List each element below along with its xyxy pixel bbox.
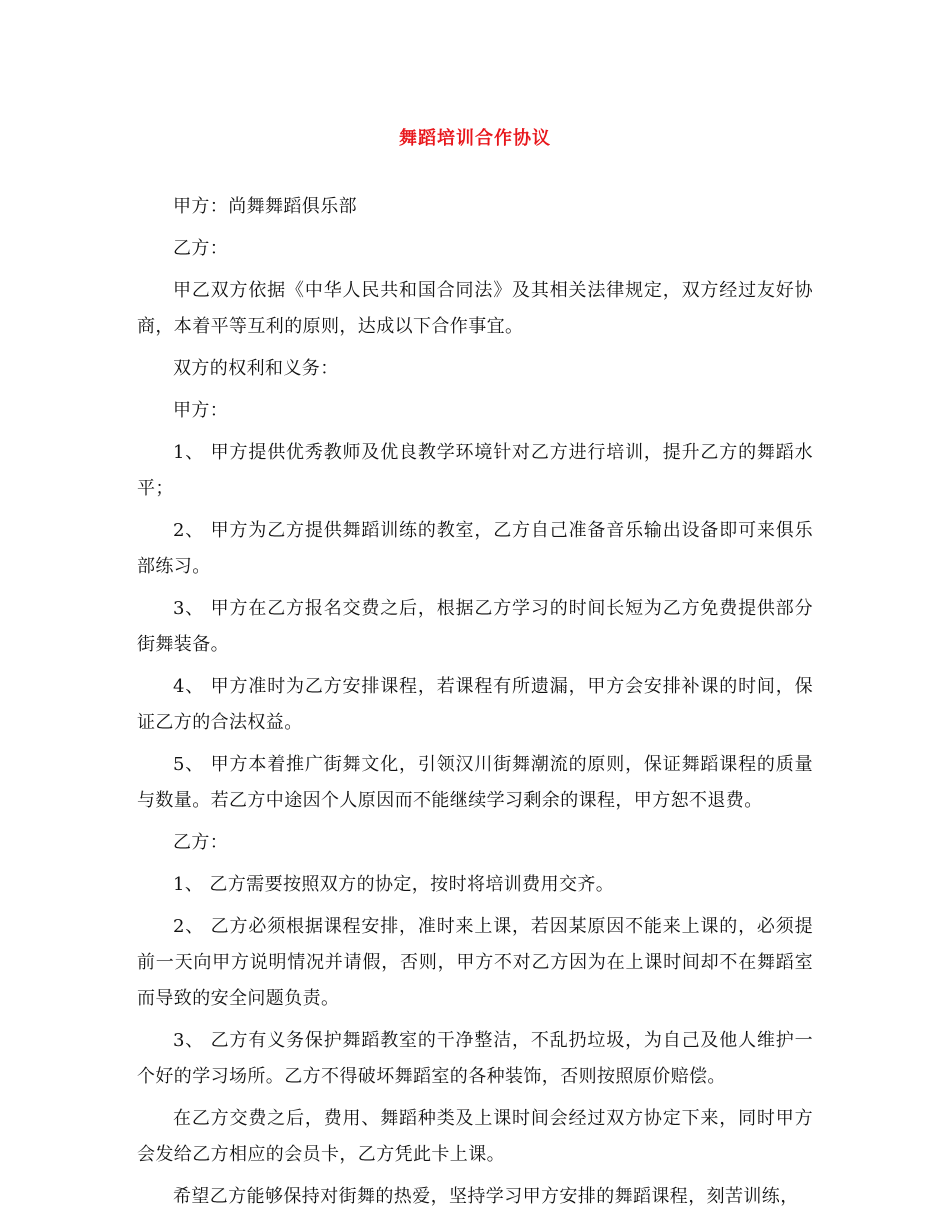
party-b-clause-1: 1、 乙方需要按照双方的协定，按时将培训费用交齐。 (173, 874, 615, 895)
document-title: 舞蹈培训合作协议 (399, 128, 551, 149)
party-b-clause-2: 2、 乙方必须根据课程安排，准时来上课，若因某原因不能来上课的，必须提前一天向甲方说明情况并请假，否则，甲方不对乙方因为在上课时间却不在舞蹈室而导致的安全问题负责。 (137, 916, 813, 1009)
closing-paragraph: 希望乙方能够保持对街舞的热爱，坚持学习甲方安排的舞蹈课程，刻苦训练， (173, 1186, 799, 1207)
party-a-line: 甲方：尚舞舞蹈俱乐部 (173, 196, 357, 217)
party-b-heading: 乙方： (173, 832, 229, 853)
party-a-clause-2: 2、 甲方为乙方提供舞蹈训练的教室，乙方自己准备音乐输出设备即可来俱乐部练习。 (137, 520, 813, 577)
party-b-clause-3: 3、 乙方有义务保护舞蹈教室的干净整洁，不乱扔垃圾，为自己及他人维护一个好的学习场所。乙方不得破坏舞蹈室的各种装饰，否则按照原价赔偿。 (137, 1030, 813, 1087)
rights-heading: 双方的权利和义务： (173, 358, 339, 379)
document-body (137, 189, 813, 1221)
party-a-heading: 甲方： (173, 400, 229, 421)
party-a-clause-3: 3、 甲方在乙方报名交费之后，根据乙方学习的时间长短为乙方免费提供部分街舞装备。 (137, 598, 813, 655)
fee-paragraph: 在乙方交费之后，费用、舞蹈种类及上课时间会经过双方协定下来，同时甲方会发给乙方相应的会员卡，乙方凭此卡上课。 (137, 1108, 813, 1165)
party-a-clause-4: 4、 甲方准时为乙方安排课程，若课程有所遗漏，甲方会安排补课的时间，保证乙方的合法权益。 (137, 676, 813, 733)
party-a-clause-5: 5、 甲方本着推广街舞文化，引领汉川街舞潮流的原则，保证舞蹈课程的质量与数量。若乙方中途因个人原因而不能继续学习剩余的课程，甲方恕不退费。 (137, 754, 813, 811)
party-a-clause-1: 1、 甲方提供优秀教师及优良教学环境针对乙方进行培训，提升乙方的舞蹈水平； (137, 442, 813, 499)
party-b-line: 乙方： (173, 238, 229, 259)
preamble-paragraph: 甲乙双方依据《中华人民共和国合同法》及其相关法律规定，双方经过友好协商，本着平等互利的原则，达成以下合作事宜。 (137, 280, 813, 337)
